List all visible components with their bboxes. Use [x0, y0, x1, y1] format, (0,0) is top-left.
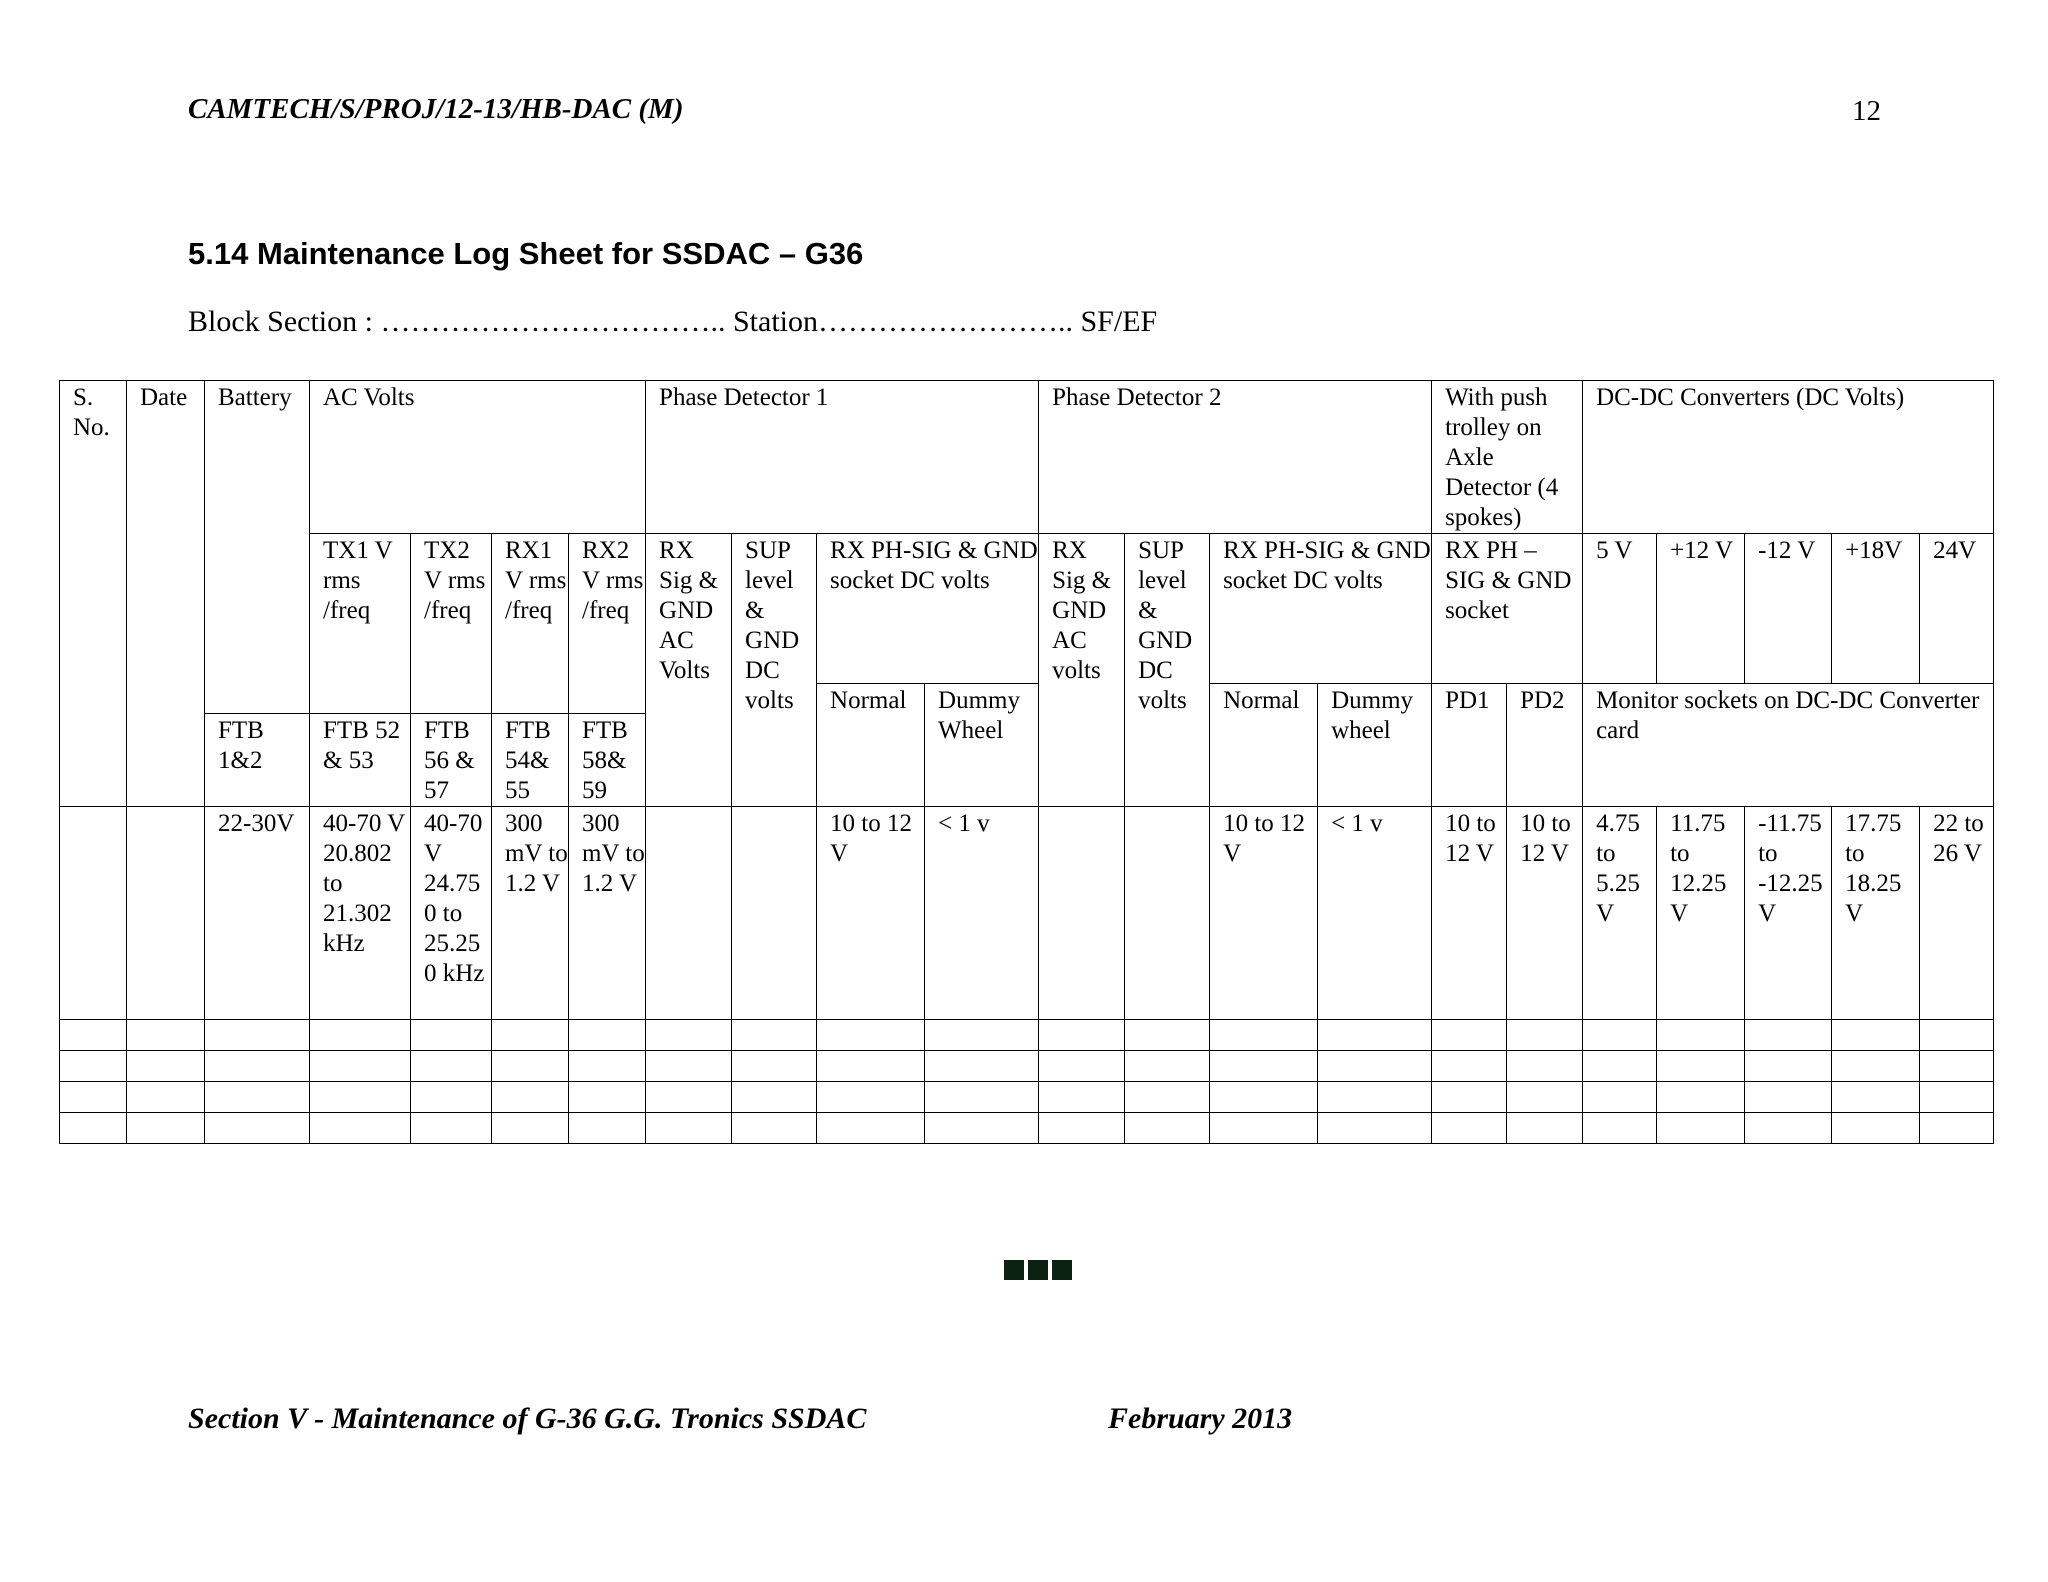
pd2-dummy-wheel-header: Dummy wheel — [1318, 684, 1432, 807]
empty-log-cell — [646, 1113, 732, 1144]
pd1-value: 10 to 12 V — [1432, 807, 1507, 1020]
header-row-1 — [60, 381, 1994, 534]
5v-header: 5 V — [1583, 534, 1657, 684]
empty-log-cell — [1432, 1082, 1507, 1113]
empty-log-cell — [1507, 1082, 1583, 1113]
empty-log-cell — [205, 1113, 310, 1144]
sno-header: S. No. — [60, 381, 127, 807]
empty-log-cell — [732, 1113, 817, 1144]
dcdc-converters-header: DC-DC Converters (DC Volts) — [1583, 381, 1994, 534]
empty-log-cell — [1039, 1082, 1125, 1113]
empty-log-cell — [569, 1113, 646, 1144]
empty-log-cell — [127, 1051, 205, 1082]
empty-log-cell — [60, 1020, 127, 1051]
empty-log-cell — [817, 1113, 925, 1144]
phase-detector-2-header: Phase Detector 2 — [1039, 381, 1432, 534]
empty-log-cell — [1832, 1082, 1920, 1113]
empty-log-cell — [60, 1051, 127, 1082]
plus-12v-value: 11.75 to 12.25 V — [1657, 807, 1745, 1020]
empty-log-cell — [646, 1082, 732, 1113]
empty-log-cell — [1507, 1051, 1583, 1082]
empty-log-cell — [1039, 1051, 1125, 1082]
empty-log-cell — [205, 1082, 310, 1113]
empty-log-cell — [492, 1051, 569, 1082]
empty-log-cell — [1210, 1051, 1318, 1082]
pd1-normal-header: Normal — [817, 684, 925, 807]
empty-log-cell — [646, 1020, 732, 1051]
blank-row — [60, 1051, 1994, 1082]
empty-log-cell — [569, 1020, 646, 1051]
pd1-normal-value: 10 to 12 V — [817, 807, 925, 1020]
end-square-icon — [1052, 1260, 1072, 1280]
empty-log-cell — [1318, 1020, 1432, 1051]
minus-12v-header: -12 V — [1745, 534, 1832, 684]
empty-log-cell — [1125, 1113, 1210, 1144]
value-cell — [1039, 807, 1125, 1020]
plus-18v-value: 17.75 to 18.25 V — [1832, 807, 1920, 1020]
minus-12v-value: -11.75 to -12.25 V — [1745, 807, 1832, 1020]
pd1-dummy-wheel-header: Dummy Wheel — [925, 684, 1039, 807]
plus-18v-header: +18V — [1832, 534, 1920, 684]
empty-log-cell — [569, 1082, 646, 1113]
empty-log-cell — [1920, 1082, 1994, 1113]
value-cell — [60, 807, 127, 1020]
empty-log-cell — [1583, 1113, 1657, 1144]
plus-12v-header: +12 V — [1657, 534, 1745, 684]
empty-log-cell — [1039, 1020, 1125, 1051]
empty-log-cell — [925, 1082, 1039, 1113]
empty-log-cell — [1318, 1051, 1432, 1082]
pd2-dummy-value: < 1 v — [1318, 807, 1432, 1020]
empty-log-cell — [1583, 1020, 1657, 1051]
empty-log-cell — [817, 1051, 925, 1082]
tx1-value: 40-70 V 20.802 to 21.302 kHz — [310, 807, 411, 1020]
end-square-icon — [1004, 1260, 1024, 1280]
empty-log-cell — [1920, 1051, 1994, 1082]
rx2-header: RX2 V rms /freq — [569, 534, 646, 714]
page-number: 12 — [1852, 95, 1881, 127]
pd2-value: 10 to 12 V — [1507, 807, 1583, 1020]
empty-log-cell — [1657, 1051, 1745, 1082]
empty-log-cell — [127, 1082, 205, 1113]
empty-log-cell — [1920, 1113, 1994, 1144]
section-title: 5.14 Maintenance Log Sheet for SSDAC – G36 — [188, 236, 864, 271]
empty-log-cell — [1583, 1082, 1657, 1113]
empty-log-cell — [732, 1051, 817, 1082]
empty-log-cell — [1432, 1113, 1507, 1144]
empty-log-cell — [732, 1020, 817, 1051]
reference-values-row — [60, 807, 1994, 1020]
value-cell — [127, 807, 205, 1020]
empty-log-cell — [411, 1113, 492, 1144]
block-section-line: Block Section : …………………………….. Station…………………….. SF/EF — [188, 305, 1158, 338]
battery-header: Battery — [205, 381, 310, 714]
blank-row — [60, 1082, 1994, 1113]
value-cell — [646, 807, 732, 1020]
empty-log-cell — [817, 1020, 925, 1051]
empty-log-cell — [1125, 1020, 1210, 1051]
maintenance-log-table — [59, 380, 1994, 1144]
empty-log-cell — [646, 1051, 732, 1082]
battery-value: 22-30V — [205, 807, 310, 1020]
push-trolley-header: With push trolley on Axle Detector (4 spokes) — [1432, 381, 1583, 534]
empty-log-cell — [1657, 1020, 1745, 1051]
header-row-2 — [60, 534, 1994, 684]
empty-log-cell — [310, 1082, 411, 1113]
empty-log-cell — [1507, 1113, 1583, 1144]
24v-value: 22 to 26 V — [1920, 807, 1994, 1020]
pd1-rx-ph-sig-header: RX PH-SIG & GND socket DC volts — [817, 534, 1039, 684]
empty-log-cell — [1745, 1051, 1832, 1082]
empty-log-cell — [1318, 1082, 1432, 1113]
empty-log-cell — [310, 1113, 411, 1144]
pd2-sup-level-header: SUP level & GND DC volts — [1125, 534, 1210, 807]
tx2-value: 40-70 V 24.750 to 25.250 kHz — [411, 807, 492, 1020]
empty-log-cell — [1432, 1020, 1507, 1051]
ftb-tx2-header: FTB 56 & 57 — [411, 714, 492, 807]
pd1-sup-level-header: SUP level & GND DC volts — [732, 534, 817, 807]
empty-log-cell — [925, 1113, 1039, 1144]
pd2-normal-header: Normal — [1210, 684, 1318, 807]
value-cell — [732, 807, 817, 1020]
pd1-rx-sig-header: RX Sig & GND AC Volts — [646, 534, 732, 807]
phase-detector-1-header: Phase Detector 1 — [646, 381, 1039, 534]
empty-log-cell — [1039, 1113, 1125, 1144]
empty-log-cell — [1210, 1082, 1318, 1113]
end-square-icon — [1028, 1260, 1048, 1280]
empty-log-cell — [492, 1082, 569, 1113]
value-cell — [1125, 807, 1210, 1020]
empty-log-cell — [492, 1113, 569, 1144]
ftb-rx1-header: FTB 54& 55 — [492, 714, 569, 807]
empty-log-cell — [1745, 1113, 1832, 1144]
empty-log-cell — [1125, 1051, 1210, 1082]
empty-log-cell — [1657, 1113, 1745, 1144]
empty-log-cell — [60, 1082, 127, 1113]
pd2-rx-ph-sig-header: RX PH-SIG & GND socket DC volts — [1210, 534, 1432, 684]
footer-section: Section V - Maintenance of G-36 G.G. Tronics SSDAC — [188, 1402, 867, 1435]
empty-log-cell — [817, 1082, 925, 1113]
ftb-battery-header: FTB 1&2 — [205, 714, 310, 807]
5v-value: 4.75 to 5.25 V — [1583, 807, 1657, 1020]
empty-log-cell — [1745, 1020, 1832, 1051]
empty-log-cell — [411, 1051, 492, 1082]
pd2-column-header: PD2 — [1507, 684, 1583, 807]
empty-log-cell — [1745, 1082, 1832, 1113]
ftb-rx2-header: FTB 58& 59 — [569, 714, 646, 807]
pd2-normal-value: 10 to 12 V — [1210, 807, 1318, 1020]
empty-log-cell — [732, 1082, 817, 1113]
empty-log-cell — [1920, 1020, 1994, 1051]
empty-log-cell — [411, 1020, 492, 1051]
empty-log-cell — [205, 1051, 310, 1082]
rx1-value: 300 mV to 1.2 V — [492, 807, 569, 1020]
empty-log-cell — [1657, 1082, 1745, 1113]
empty-log-cell — [925, 1020, 1039, 1051]
footer-date: February 2013 — [1108, 1402, 1293, 1435]
ac-volts-header: AC Volts — [310, 381, 646, 534]
empty-log-cell — [1210, 1113, 1318, 1144]
tx1-header: TX1 V rms /freq — [310, 534, 411, 714]
empty-log-cell — [1318, 1113, 1432, 1144]
empty-log-cell — [205, 1020, 310, 1051]
empty-log-cell — [310, 1020, 411, 1051]
empty-log-cell — [1832, 1051, 1920, 1082]
pd1-dummy-value: < 1 v — [925, 807, 1039, 1020]
date-header: Date — [127, 381, 205, 807]
empty-log-cell — [127, 1113, 205, 1144]
empty-log-cell — [1832, 1020, 1920, 1051]
blank-row — [60, 1020, 1994, 1051]
monitor-sockets-header: Monitor sockets on DC-DC Converter card — [1583, 684, 1994, 807]
24v-header: 24V — [1920, 534, 1994, 684]
ftb-tx1-header: FTB 52 & 53 — [310, 714, 411, 807]
empty-log-cell — [925, 1051, 1039, 1082]
blank-row — [60, 1113, 1994, 1144]
document-reference: CAMTECH/S/PROJ/12-13/HB-DAC (M) — [188, 93, 684, 125]
empty-log-cell — [492, 1020, 569, 1051]
tx2-header: TX2 V rms /freq — [411, 534, 492, 714]
empty-log-cell — [60, 1113, 127, 1144]
empty-log-cell — [1583, 1051, 1657, 1082]
rx-ph-socket-header: RX PH – SIG & GND socket — [1432, 534, 1583, 684]
section-end-marker — [1004, 1260, 1072, 1280]
empty-log-cell — [1507, 1020, 1583, 1051]
pd1-column-header: PD1 — [1432, 684, 1507, 807]
empty-log-cell — [1125, 1082, 1210, 1113]
empty-log-cell — [310, 1051, 411, 1082]
rx1-header: RX1 V rms /freq — [492, 534, 569, 714]
empty-log-cell — [569, 1051, 646, 1082]
pd2-rx-sig-header: RX Sig & GND AC volts — [1039, 534, 1125, 807]
rx2-value: 300 mV to 1.2 V — [569, 807, 646, 1020]
empty-log-cell — [127, 1020, 205, 1051]
empty-log-cell — [411, 1082, 492, 1113]
empty-log-cell — [1210, 1020, 1318, 1051]
empty-log-cell — [1432, 1051, 1507, 1082]
empty-log-cell — [1832, 1113, 1920, 1144]
